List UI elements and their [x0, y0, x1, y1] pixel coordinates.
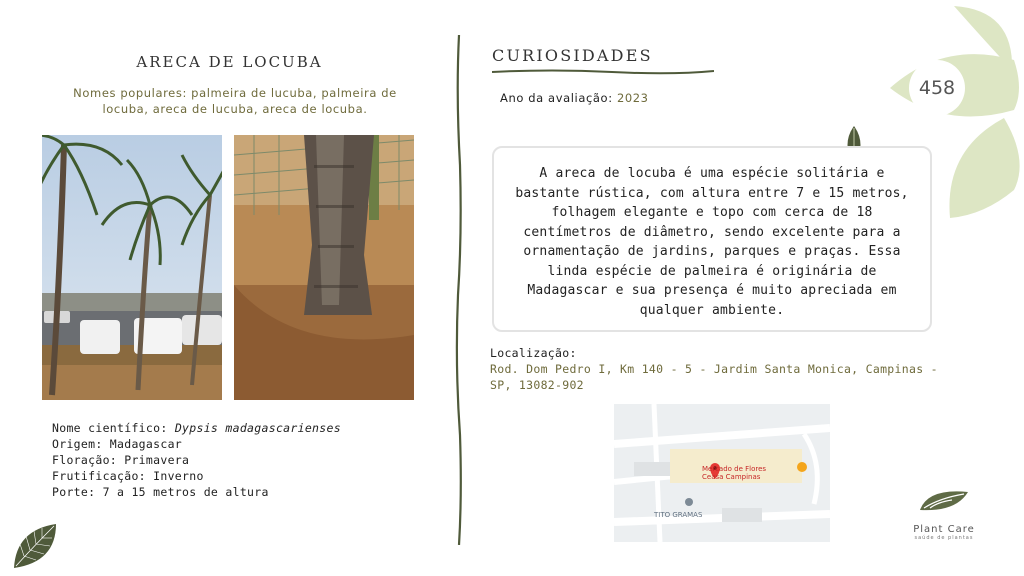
plant-facts — [52, 420, 432, 500]
logo-leaf-icon — [916, 486, 972, 518]
location-label: Localização: — [490, 346, 577, 360]
location-map[interactable] — [614, 404, 830, 542]
map-place-label: Mercado de Flores Ceasa Campinas — [702, 465, 767, 481]
plant-title: ARECA DE LOCUBA — [136, 53, 323, 71]
location-address: Rod. Dom Pedro I, Km 140 - 5 - Jardim Santa Monica, Campinas - SP, 13082-902 — [490, 362, 938, 392]
palm-trunk-photo — [234, 135, 414, 400]
size: Porte: 7 a 15 metros de altura — [52, 485, 269, 499]
eval-year-value: 2023 — [616, 91, 649, 105]
logo-tagline: saúde de plantas — [914, 535, 974, 541]
title-underline — [492, 66, 714, 76]
curiosity-description: A areca de locuba é uma espécie solitária e bastante rústica, com altura entre 7 e 15 metros, folhagem elegante e topo com cerca de 18 centímetros de diâmetro, sendo excelente para a ornamentação de jardins, parques e praças. Essa linda espécie de palmeira é originária de Madagascar e sua presença é muito apreciada em qualquer ambiente. — [492, 146, 932, 332]
popular-names: Nomes populares: palmeira de lucuba, palmeira de locuba, areca de lucuba, areca de locuba. — [73, 86, 397, 116]
flowering: Floração: Primavera — [52, 453, 190, 467]
origin: Origem: Madagascar — [52, 437, 183, 451]
curiosities-title: CURIOSIDADES — [492, 46, 653, 65]
scientific-label: Nome científico: — [52, 421, 175, 435]
corner-leaf-icon — [12, 522, 60, 570]
page-number-badge: 458 — [918, 77, 956, 99]
scientific-name-row — [52, 420, 432, 436]
plant-care-logo — [900, 486, 988, 546]
evaluation-year — [500, 91, 649, 105]
map-poi-label: TITO GRAMAS — [654, 511, 703, 519]
scientific-name: Dypsis madagascarienses — [174, 421, 341, 435]
palm-tree-photo — [42, 135, 222, 400]
fruiting: Frutificação: Inverno — [52, 469, 204, 483]
page-divider — [452, 35, 466, 545]
eval-label: Ano da avaliação: — [500, 91, 617, 105]
logo-name: Plant Care — [913, 524, 975, 535]
